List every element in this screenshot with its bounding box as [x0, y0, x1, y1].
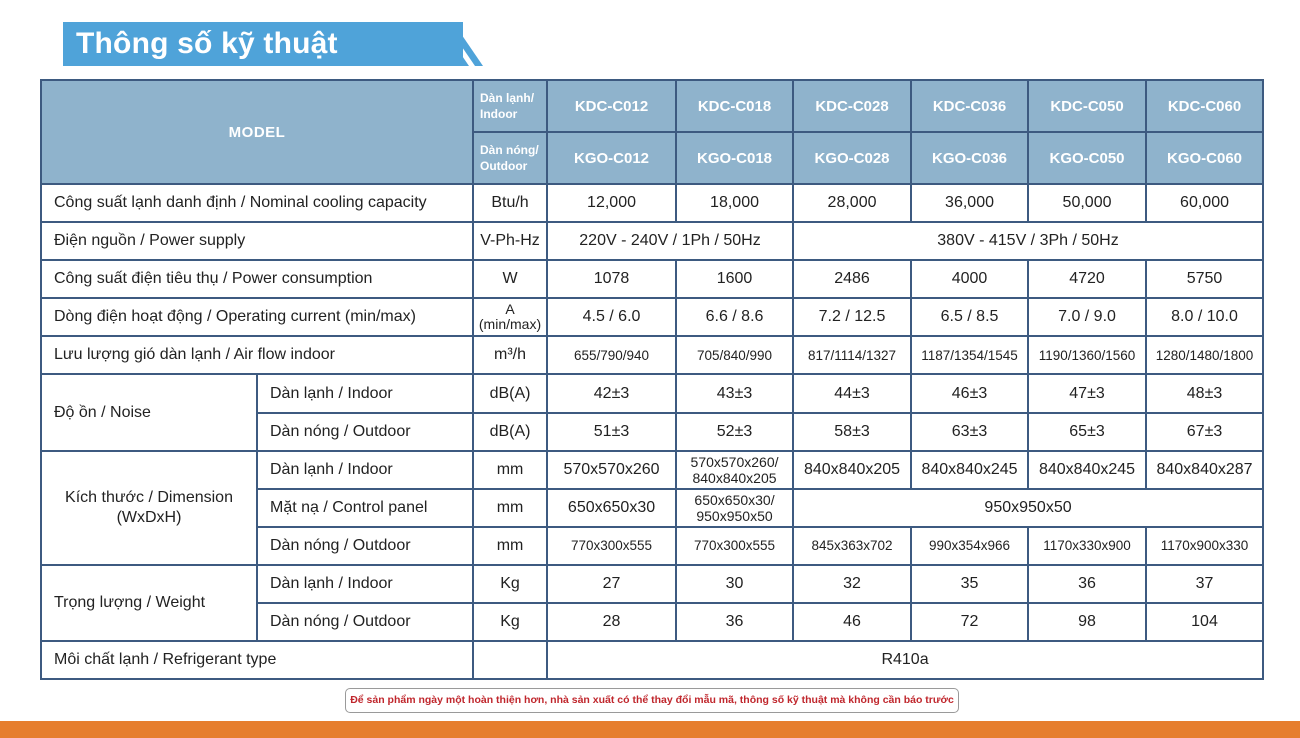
cell-value: 840x840x245 [1028, 451, 1146, 489]
cell-value: 60,000 [1146, 184, 1263, 222]
cell-value: 8.0 / 10.0 [1146, 298, 1263, 336]
footer-bar [0, 721, 1300, 738]
row-unit [473, 641, 547, 679]
cell-value: 47±3 [1028, 374, 1146, 412]
cell-value: 990x354x966 [911, 527, 1028, 565]
cell-value: 1187/1354/1545 [911, 336, 1028, 374]
cell-value: 650x650x30/ 950x950x50 [676, 489, 793, 527]
cell-value: 1600 [676, 260, 793, 298]
cell-value: 104 [1146, 603, 1263, 641]
cell-value: 30 [676, 565, 793, 603]
sub-label: Dàn nóng / Outdoor [257, 527, 473, 565]
header-row-indoor [41, 80, 1263, 132]
cell-value: 98 [1028, 603, 1146, 641]
cell-value: 5750 [1146, 260, 1263, 298]
cell-value: 220V - 240V / 1Ph / 50Hz [547, 222, 793, 260]
cell-value: 36,000 [911, 184, 1028, 222]
cell-value: 51±3 [547, 413, 676, 451]
row-cooling-capacity [41, 184, 1263, 222]
row-power-supply [41, 222, 1263, 260]
outdoor-model-3: KGO-C028 [793, 132, 911, 184]
cell-value: 817/1114/1327 [793, 336, 911, 374]
cell-value: 35 [911, 565, 1028, 603]
cell-value: 1078 [547, 260, 676, 298]
group-label-weight: Trọng lượng / Weight [41, 565, 257, 641]
sub-label: Dàn nóng / Outdoor [257, 603, 473, 641]
indoor-model-3: KDC-C028 [793, 80, 911, 132]
cell-value: 1170x330x900 [1028, 527, 1146, 565]
cell-value: 27 [547, 565, 676, 603]
cell-value: 1190/1360/1560 [1028, 336, 1146, 374]
row-label: Điện nguồn / Power supply [41, 222, 473, 260]
cell-value: 2486 [793, 260, 911, 298]
outdoor-model-2: KGO-C018 [676, 132, 793, 184]
disclaimer-note: Để sản phẩm ngày một hoàn thiện hơn, nhà sản xuất có thể thay đổi mẫu mã, thông số kỹ thuật mà không cần báo trước [345, 688, 959, 713]
row-air-flow [41, 336, 1263, 374]
cell-value: 4.5 / 6.0 [547, 298, 676, 336]
row-unit: dB(A) [473, 374, 547, 412]
outdoor-model-6: KGO-C060 [1146, 132, 1263, 184]
cell-value: 770x300x555 [547, 527, 676, 565]
cell-value: 705/840/990 [676, 336, 793, 374]
indoor-model-6: KDC-C060 [1146, 80, 1263, 132]
group-label-noise: Độ ồn / Noise [41, 374, 257, 450]
cell-value: 380V - 415V / 3Ph / 50Hz [793, 222, 1263, 260]
page-title: Thông số kỹ thuật [76, 27, 338, 60]
model-header: MODEL [41, 80, 473, 184]
cell-value: R410a [547, 641, 1263, 679]
cell-value: 6.6 / 8.6 [676, 298, 793, 336]
cell-value: 32 [793, 565, 911, 603]
cell-value: 72 [911, 603, 1028, 641]
cell-value: 43±3 [676, 374, 793, 412]
group-label-dimension: Kích thước / Dimension (WxDxH) [41, 451, 257, 565]
indoor-model-1: KDC-C012 [547, 80, 676, 132]
cell-value: 4720 [1028, 260, 1146, 298]
cell-value: 4000 [911, 260, 1028, 298]
row-label: Môi chất lạnh / Refrigerant type [41, 641, 473, 679]
cell-value: 840x840x287 [1146, 451, 1263, 489]
cell-value: 1170x900x330 [1146, 527, 1263, 565]
cell-value: 67±3 [1146, 413, 1263, 451]
cell-value: 65±3 [1028, 413, 1146, 451]
cell-value: 48±3 [1146, 374, 1263, 412]
cell-value: 1280/1480/1800 [1146, 336, 1263, 374]
cell-value: 37 [1146, 565, 1263, 603]
row-weight-indoor [41, 565, 1263, 603]
cell-value: 63±3 [911, 413, 1028, 451]
cell-value: 44±3 [793, 374, 911, 412]
row-unit: m³/h [473, 336, 547, 374]
outdoor-model-label: Dàn nóng/ Outdoor [473, 132, 547, 184]
sub-label: Dàn lạnh / Indoor [257, 451, 473, 489]
cell-value: 46 [793, 603, 911, 641]
cell-value: 845x363x702 [793, 527, 911, 565]
indoor-model-5: KDC-C050 [1028, 80, 1146, 132]
row-operating-current [41, 298, 1263, 336]
row-unit: dB(A) [473, 413, 547, 451]
cell-value: 12,000 [547, 184, 676, 222]
sub-label: Dàn nóng / Outdoor [257, 413, 473, 451]
cell-value: 840x840x205 [793, 451, 911, 489]
row-unit: mm [473, 451, 547, 489]
cell-value: 655/790/940 [547, 336, 676, 374]
cell-value: 46±3 [911, 374, 1028, 412]
cell-value: 42±3 [547, 374, 676, 412]
indoor-model-2: KDC-C018 [676, 80, 793, 132]
row-unit: mm [473, 527, 547, 565]
row-dimension-indoor [41, 451, 1263, 489]
indoor-model-label: Dàn lạnh/ Indoor [473, 80, 547, 132]
row-power-consumption [41, 260, 1263, 298]
row-label: Lưu lượng gió dàn lạnh / Air flow indoor [41, 336, 473, 374]
row-unit: Kg [473, 603, 547, 641]
outdoor-model-4: KGO-C036 [911, 132, 1028, 184]
outdoor-model-5: KGO-C050 [1028, 132, 1146, 184]
cell-value: 7.2 / 12.5 [793, 298, 911, 336]
row-noise-indoor [41, 374, 1263, 412]
cell-value: 18,000 [676, 184, 793, 222]
row-unit: A (min/max) [473, 298, 547, 336]
row-unit: Kg [473, 565, 547, 603]
cell-value: 6.5 / 8.5 [911, 298, 1028, 336]
sub-label: Dàn lạnh / Indoor [257, 374, 473, 412]
cell-value: 52±3 [676, 413, 793, 451]
cell-value: 36 [676, 603, 793, 641]
cell-value: 950x950x50 [793, 489, 1263, 527]
cell-value: 570x570x260 [547, 451, 676, 489]
cell-value: 570x570x260/ 840x840x205 [676, 451, 793, 489]
cell-value: 840x840x245 [911, 451, 1028, 489]
cell-value: 58±3 [793, 413, 911, 451]
cell-value: 36 [1028, 565, 1146, 603]
cell-value: 650x650x30 [547, 489, 676, 527]
sub-label: Dàn lạnh / Indoor [257, 565, 473, 603]
row-label: Dòng điện hoạt động / Operating current (min/max) [41, 298, 473, 336]
sub-label: Mặt nạ / Control panel [257, 489, 473, 527]
cell-value: 28 [547, 603, 676, 641]
row-unit: mm [473, 489, 547, 527]
row-label: Công suất lạnh danh định / Nominal cooling capacity [41, 184, 473, 222]
cell-value: 50,000 [1028, 184, 1146, 222]
row-unit: W [473, 260, 547, 298]
cell-value: 7.0 / 9.0 [1028, 298, 1146, 336]
title-stripes-decoration [395, 22, 485, 66]
outdoor-model-1: KGO-C012 [547, 132, 676, 184]
row-label: Công suất điện tiêu thụ / Power consumption [41, 260, 473, 298]
spec-table [40, 79, 1264, 680]
row-unit: V-Ph-Hz [473, 222, 547, 260]
indoor-model-4: KDC-C036 [911, 80, 1028, 132]
cell-value: 770x300x555 [676, 527, 793, 565]
cell-value: 28,000 [793, 184, 911, 222]
row-unit: Btu/h [473, 184, 547, 222]
row-refrigerant [41, 641, 1263, 679]
